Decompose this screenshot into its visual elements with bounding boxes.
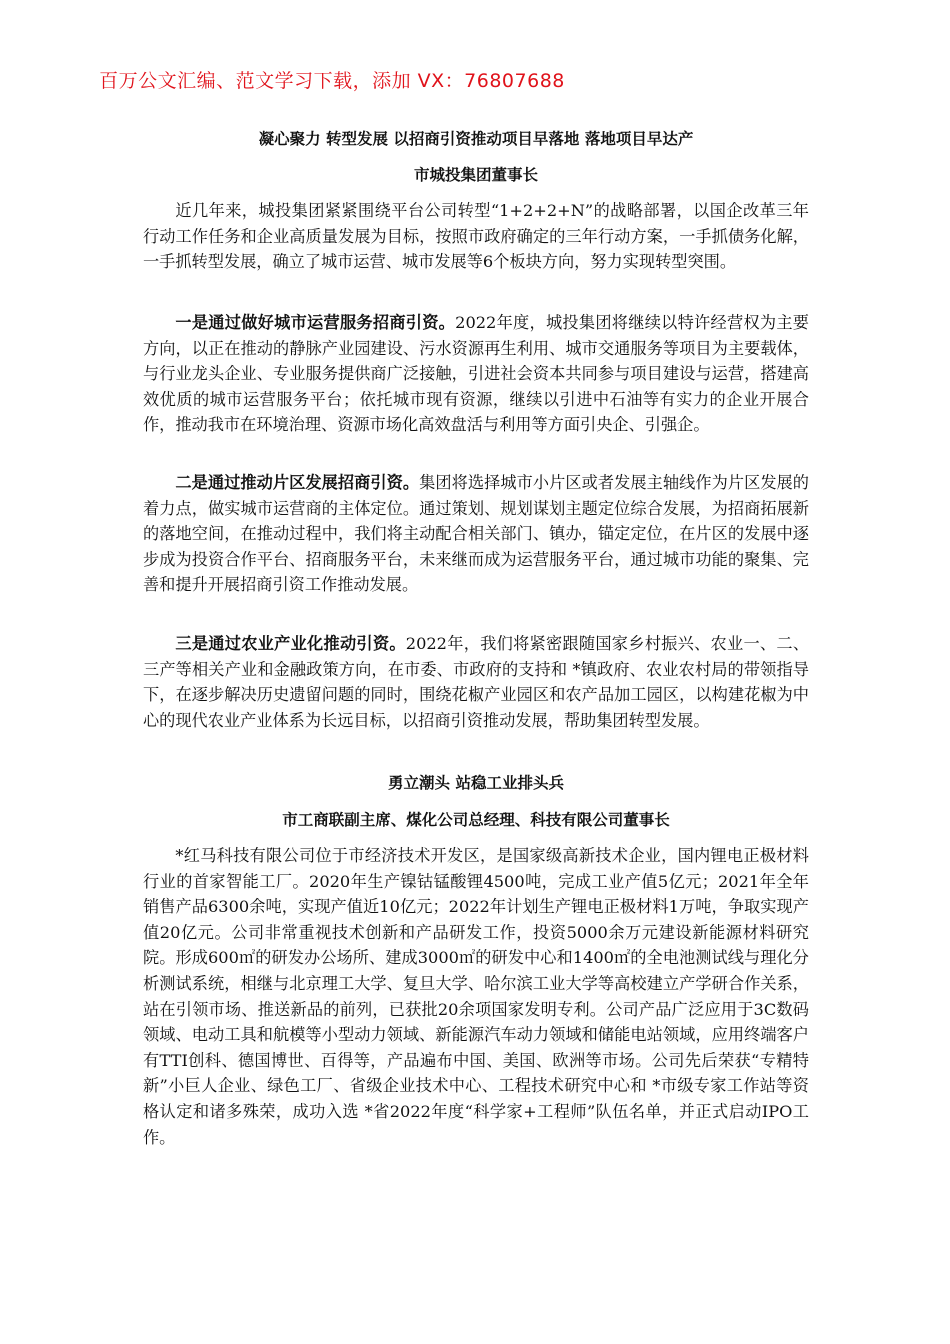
watermark-banner: 百万公文汇编、范文学习下载，添加 VX：76807688 <box>99 70 565 92</box>
section1-paragraph-2 <box>143 470 809 598</box>
paragraph-3-lead: 三是通过农业产业化推动引资。 <box>175 634 406 653</box>
section2-author: 市工商联副主席、煤化公司总经理、科技有限公司董事长 <box>282 811 670 829</box>
section2-title: 勇立潮头 站稳工业排头兵 <box>388 774 564 792</box>
section1-author: 市城投集团董事长 <box>413 166 538 184</box>
section1-title: 凝心聚力 转型发展 以招商引资推动项目早落地 落地项目早达产 <box>258 130 694 148</box>
section1-paragraph-1 <box>143 310 809 438</box>
paragraph-1-lead: 一是通过做好城市运营服务招商引资。 <box>175 313 456 332</box>
section1-intro-paragraph: 近几年来，城投集团紧紧围绕平台公司转型“1+2+2+N”的战略部署，以国企改革三年行动工作任务和企业高质量发展为目标，按照市政府确定的三年行动方案，一手抓债务化解，一手抓转型发展，确立了城市运营、城市发展等6个板块方向，努力实现转型突围。 <box>143 201 809 272</box>
paragraph-3-text: 2022年，我们将紧密跟随国家乡村振兴、农业一、二、三产等相关产业和金融政策方向，在市委、市政府的支持和 *镇政府、农业农村局的带领指导下，在逐步解决历史遗留问题的同时，围绕花椒产业园区和农产品加工园区，以构建花椒为中心的现代农业产业体系为长远目标，以招商引资推动发展，帮助集团转型发展。 <box>143 634 810 730</box>
paragraph-1-text: 2022年度，城投集团将继续以特许经营权为主要方向，以正在推动的静脉产业园建设、污水资源再生利用、城市交通服务等项目为主要载体，与行业龙头企业、专业服务提供商广泛接触，引进社会资本共同参与项目建设与运营，搭建高效优质的城市运营服务平台；依托城市现有资源，继续以引进中石油等有实力的企业开展合作，推动我市在环境治理、资源市场化高效盘活与利用等方面引央企、引强企。 <box>143 313 809 435</box>
section2-body-paragraph: *红马科技有限公司位于市经济技术开发区，是国家级高新技术企业，国内锂电正极材料行业的首家智能工厂。2020年生产镍钴锰酸锂4500吨，完成工业产值5亿元；2021年全年销售产品6300余吨，实现产值近10亿元；2022年计划生产锂电正极材料1万吨，争取实现产值20亿元。公司非常重视技术创新和产品研发工作，投资5000余万元建设新能源材料研究院。形成600㎡的研发办公场所、建成3000㎡的研发中心和1400㎡的全电池测试线与理化分析测试系统，相继与北京理工大学、复旦大学、哈尔滨工业大学等高校建立产学研合作关系，站在引领市场、推送新品的前列，已获批20余项国家发明专利。公司产品广泛应用于3C数码领域、电动工具和航模等小型动力领域、新能源汽车动力领域和储能电站领域，应用终端客户有TTI创科、德国博世、百得等，产品遍布中国、美国、欧洲等市场。公司先后荣获“专精特新”小巨人企业、绿色工厂、省级企业技术中心、工程技术研究中心和 *市级专家工作站等资格认定和诸多殊荣，成功入选 *省2022年度“科学家+工程师”队伍名单，并正式启动IPO工作。 <box>143 846 809 1147</box>
paragraph-2-lead: 二是通过推动片区发展招商引资。 <box>175 473 420 492</box>
paragraph-2-text: 集团将选择城市小片区或者发展主轴线作为片区发展的着力点，做实城市运营商的主体定位。通过策划、规划谋划主题定位综合发展，为招商拓展新的落地空间，在推动过程中，我们将主动配合相关部门、镇办，锚定定位，在片区的发展中逐步成为投资合作平台、招商服务平台，未来继而成为运营服务平台，通过城市功能的聚集、完善和提升开展招商引资工作推动发展。 <box>143 473 809 595</box>
section1-paragraph-3 <box>143 631 809 733</box>
